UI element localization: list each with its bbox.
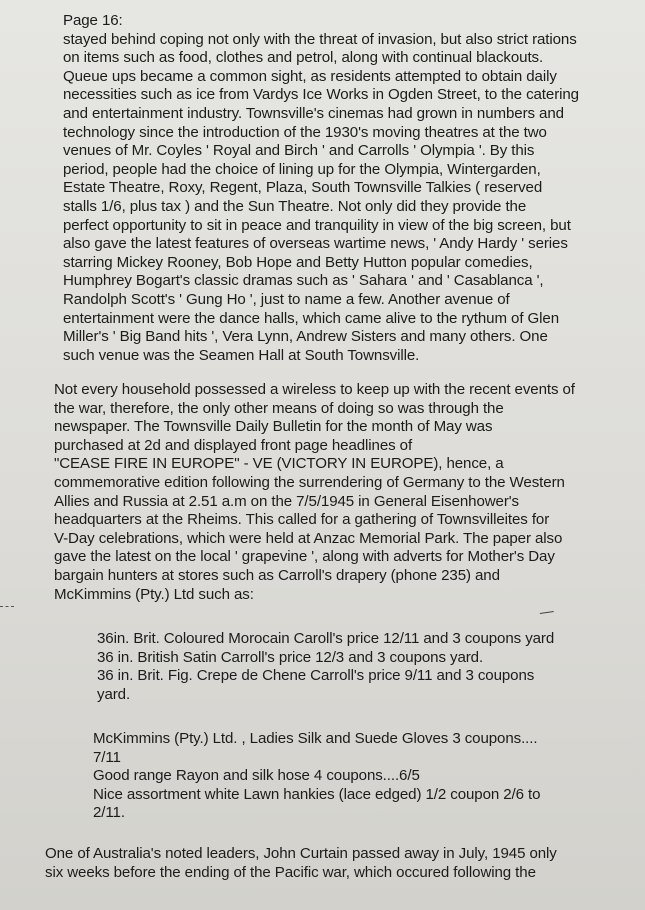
list-item: yard. [97,685,131,703]
text-line: newspaper. The Townsville Daily Bulletin for the month of May was [54,418,493,436]
text-line: venues of Mr. Coyles ' Royal and Birch ' and Carrolls ' Olympia '. By this [63,142,535,160]
list-item: 7/11 [93,748,121,766]
text-line: six weeks before the ending of the Pacific war, which occured following the [45,863,536,881]
paragraph-1 [63,12,579,365]
text-line: the war, therefore, the only other means of doing so was through the [54,399,504,417]
list-item: McKimmins (Pty.) Ltd. , Ladies Silk and Suede Gloves 3 coupons.... [93,730,538,747]
list-item: Good range Rayon and silk hose 4 coupons....6/5 [93,767,420,785]
list-item: 36 in. Brit. Fig. Crepe de Chene Carroll's price 9/11 and 3 coupons [97,667,535,685]
text-line: V-Day celebrations, which were held at Anzac Memorial Park. The paper also [54,529,563,547]
paragraph-2 [54,381,575,604]
text-line: Allies and Russia at 2.51 a.m on the 7/5/1945 in General Eisenhower's [54,492,520,510]
mckimmins-price-list [93,730,540,823]
text-line: perfect opportunity to sit in peace and tranquility in view of the big screen, but [63,216,571,234]
text-line: Humphrey Bogart's classic dramas such as ' Sahara ' and ' Casablanca ', [63,272,544,290]
text-line: McKimmins (Pty.) Ltd such as: [54,585,254,603]
text-line: stalls 1/6, plus tax ) and the Sun Theatre. Not only did they provide the [63,197,527,215]
paragraph-3 [45,845,557,882]
text-line: commemorative edition following the surrendering of Germany to the Western [54,473,565,491]
text-line: such venue was the Seamen Hall at South Townsville. [63,346,420,364]
text-line: "CEASE FIRE IN EUROPE" - VE (VICTORY IN EUROPE), hence, a [54,455,504,473]
list-item: 2/11. [93,804,125,822]
margin-mark [0,606,14,609]
list-item: 36in. Brit. Coloured Morocain Caroll's price 12/11 and 3 coupons yard [97,630,555,647]
list-item: Nice assortment white Lawn hankies (lace edged) 1/2 coupon 2/6 to [93,785,541,803]
text-line: necessities such as ice from Vardys Ice Works in Ogden Street, to the catering [63,86,579,104]
text-line: Not every household possessed a wireless to keep up with the recent events of [54,381,575,398]
carrolls-price-list [97,630,554,704]
list-item: 36 in. British Satin Carroll's price 12/3 and 3 coupons yard. [97,648,484,666]
text-line: on items such as food, clothes and petrol, along with continual blackouts. [63,49,544,67]
text-line: One of Australia's noted leaders, John Curtain passed away in July, 1945 only [45,845,557,862]
text-line: stayed behind coping not only with the threat of invasion, but also strict rations [63,30,577,48]
text-line: and entertainment industry. Townsville's cinemas had grown in numbers and [63,104,564,122]
text-line: headquarters at the Rheims. This called for a gathering of Townsvilleites for [54,511,550,529]
text-line: bargain hunters at stores such as Carroll's drapery (phone 235) and [54,566,500,584]
text-line: period, people had the choice of lining up for the Olympia, Wintergarden, [63,160,541,178]
text-line: starring Mickey Rooney, Bob Hope and Betty Hutton popular comedies, [63,253,533,271]
text-line: Miller's ' Big Band hits ', Vera Lynn, Andrew Sisters and many others. One [63,328,548,346]
text-line: technology since the introduction of the 1930's moving theatres at the two [63,123,547,141]
text-line: also gave the latest features of overseas wartime news, ' Andy Hardy ' series [63,235,568,253]
text-line: Estate Theatre, Roxy, Regent, Plaza, South Townsville Talkies ( reserved [63,179,543,197]
page-label: Page 16: [63,12,123,29]
text-line: gave the latest on the local ' grapevine ', along with adverts for Mother's Day [54,548,555,566]
text-line: entertainment were the dance halls, which came alive to the rythum of Glen [63,309,559,327]
text-line: Queue ups became a common sight, as residents attempted to obtain daily [63,67,557,85]
text-line: Randolph Scott's ' Gung Ho ', just to name a few. Another avenue of [63,290,510,308]
ink-smudge [540,611,554,617]
text-line: purchased at 2d and displayed front page headlines of [54,436,413,454]
